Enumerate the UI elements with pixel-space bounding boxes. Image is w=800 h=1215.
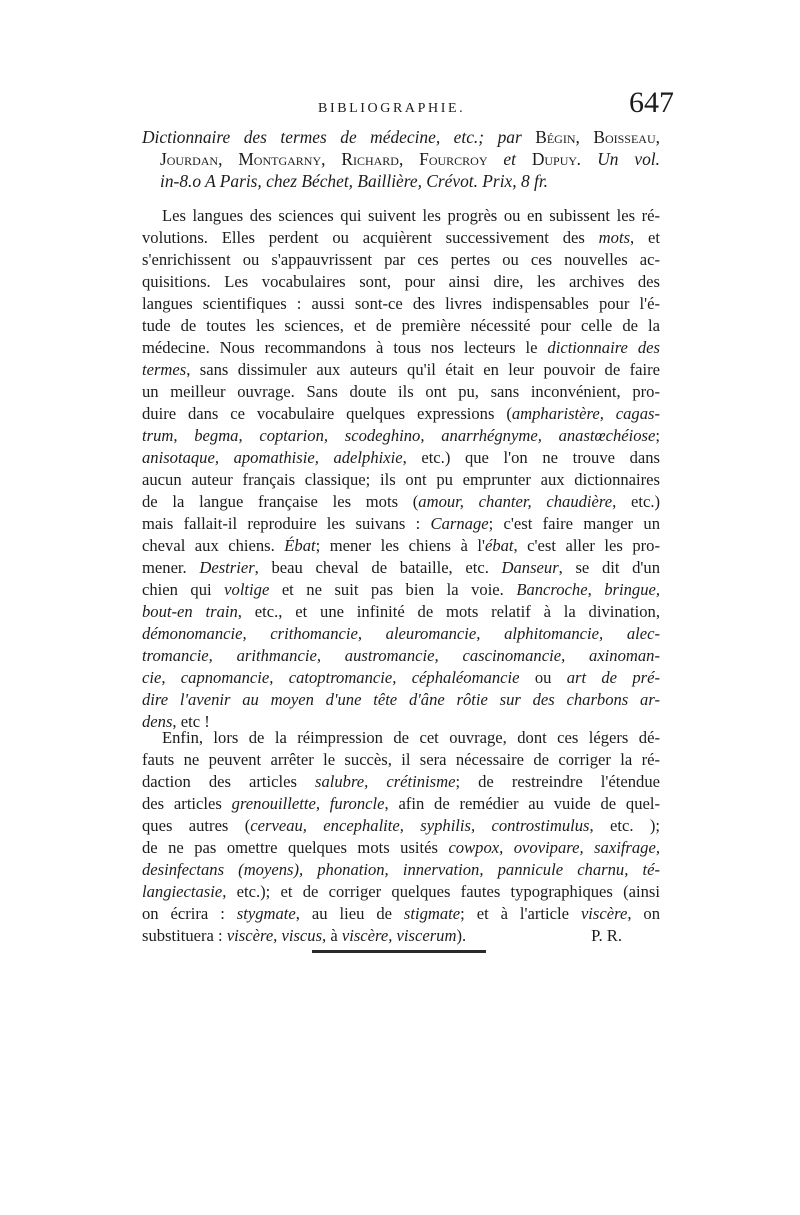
- text-run: , etc., et une infinité de mots relatif à la divination,: [237, 602, 661, 621]
- text-run: ;: [655, 426, 660, 445]
- italic-term: cie, capnomancie, catoptromancie, céphaléomancie: [142, 668, 520, 687]
- text-line: [142, 557, 660, 579]
- text-line: [142, 771, 660, 793]
- text-line: [142, 469, 660, 491]
- text-run: chien qui: [142, 580, 225, 599]
- paragraph-2: [142, 727, 660, 947]
- text-run: aucun auteur français classique; ils ont pu emprunter aux dictionnaires: [142, 470, 660, 489]
- text-run: mener.: [142, 558, 200, 577]
- italic-term: Destrier: [199, 558, 255, 577]
- page-number: 647: [629, 86, 674, 119]
- italic-term: bout-en train: [142, 602, 238, 621]
- italic-term: cerveau, encephalite, syphilis, controstimulus: [250, 816, 590, 835]
- text-run: , etc. );: [589, 816, 660, 835]
- closing-rule: [312, 950, 486, 953]
- text-line: [142, 271, 660, 293]
- italic-term: termes: [142, 360, 187, 379]
- text-line: [142, 667, 660, 689]
- italic-term: art de pré-: [566, 668, 660, 687]
- italic-term: ébat: [484, 536, 514, 555]
- running-header: BIBLIOGRAPHIE.: [318, 101, 466, 116]
- text-line: [142, 315, 660, 337]
- text-run: duire dans ce vocabulaire quelques expressions (: [142, 404, 512, 423]
- text-line: [142, 403, 660, 425]
- italic-term: viscère, viscerum: [341, 926, 457, 945]
- italic-term: langiectasie: [142, 882, 223, 901]
- text-line: [142, 601, 660, 623]
- italic-term: dictionnaire des: [547, 338, 660, 357]
- italic-term: Danseur: [501, 558, 559, 577]
- text-line: [142, 925, 660, 947]
- text-line: [142, 381, 660, 403]
- text-run: , c'est aller les pro-: [513, 536, 660, 555]
- citation-line: Jourdan, Montgarny, Richard, Fourcroy et Dupuy. Un vol.: [160, 149, 660, 169]
- italic-term: ampharistère, cagas-: [511, 404, 661, 423]
- bibliographic-citation: [142, 126, 660, 192]
- text-run: ou: [519, 668, 567, 687]
- text-line: [142, 645, 660, 667]
- italic-term: mots: [598, 228, 631, 247]
- text-run: substituera :: [142, 926, 227, 945]
- text-run: fauts ne peuvent arrêter le succès, il sera nécessaire de corriger la ré-: [142, 750, 660, 769]
- text-run: ).: [456, 926, 467, 945]
- text-run: un meilleur ouvrage. Sans doute ils ont pu, sans inconvénient, pro-: [142, 382, 660, 401]
- text-line: [142, 205, 660, 227]
- text-run: langues scientifiques : aussi sont-ce des livres indispensables pour l'é-: [142, 294, 660, 313]
- text-run: de ne pas omettre quelques mots usités: [142, 838, 449, 857]
- italic-term: amour, chanter, chaudière: [418, 492, 613, 511]
- text-run: médecine. Nous recommandons à tous nos lecteurs le: [142, 338, 548, 357]
- text-line: [142, 881, 660, 903]
- text-line: [142, 535, 660, 557]
- citation-line: in-8.o A Paris, chez Béchet, Baillière, Crévot. Prix, 8 fr.: [160, 171, 549, 191]
- text-run: quisitions. Les vocabulaires sont, pour ainsi dire, les archives des: [142, 272, 660, 291]
- text-run: on écrira :: [142, 904, 237, 923]
- italic-term: cowpox, ovovipare, saxifrage,: [448, 838, 660, 857]
- text-line: [142, 249, 660, 271]
- italic-term: dire l'avenir au moyen d'une tête d'âne rôtie sur des charbons ar-: [142, 690, 660, 709]
- text-run: , beau cheval de bataille, etc.: [254, 558, 502, 577]
- text-run: , etc !: [172, 712, 210, 731]
- text-run: ; et à l'article: [460, 904, 581, 923]
- text-line: [142, 837, 660, 859]
- text-line: [142, 749, 660, 771]
- italic-term: dens: [142, 712, 173, 731]
- text-run: , afin de remédier au vuide de quel-: [384, 794, 661, 813]
- italic-term: salubre, crétinisme: [314, 772, 456, 791]
- text-line: [142, 293, 660, 315]
- italic-term: grenouillette, furoncle: [231, 794, 385, 813]
- italic-term: anisotaque, apomathisie, adelphixie: [142, 448, 403, 467]
- text-run: cheval aux chiens.: [142, 536, 285, 555]
- italic-term: stygmate: [236, 904, 296, 923]
- author-signature: P. R.: [591, 926, 622, 945]
- citation-line: Dictionnaire des termes de médecine, etc.; par Bégin, Boisseau,: [142, 127, 660, 147]
- text-run: , et: [630, 228, 660, 247]
- text-run: ques autres (: [142, 816, 251, 835]
- text-run: , etc.): [612, 492, 660, 511]
- italic-term: Ébat: [284, 536, 316, 555]
- italic-term: Carnage: [430, 514, 489, 533]
- italic-term: Bancroche, bringue,: [516, 580, 661, 599]
- italic-term: stigmate: [403, 904, 461, 923]
- text-run: ; c'est faire manger un: [488, 514, 660, 533]
- text-line: [142, 337, 660, 359]
- text-run: , etc.) que l'on ne trouve dans: [402, 448, 660, 467]
- text-line: [142, 793, 660, 815]
- text-run: , sans dissimuler aux auteurs qu'il était en leur pouvoir de faire: [186, 360, 660, 379]
- text-line: [142, 903, 660, 925]
- text-line: [142, 727, 660, 749]
- text-run: ; de restreindre l'étendue: [455, 772, 660, 791]
- text-line: [142, 815, 660, 837]
- text-line: [142, 447, 660, 469]
- text-line: [142, 227, 660, 249]
- italic-term: viscère, viscus: [226, 926, 323, 945]
- text-line: [142, 859, 660, 881]
- italic-term: desinfectans (moyens), phonation, innervation, pannicule charnu, té-: [142, 860, 660, 879]
- text-line: [142, 425, 660, 447]
- text-run: daction des articles: [142, 772, 315, 791]
- italic-term: tromancie, arithmancie, austromancie, cascinomancie, axinoman-: [142, 646, 660, 665]
- text-run: , se dit d'un: [558, 558, 661, 577]
- text-line: [142, 359, 660, 381]
- text-run: volutions. Elles perdent ou acquièrent successivement des: [142, 228, 599, 247]
- italic-term: trum, begma, coptarion, scodeghino, anarrhégnyme, anastœchéiose: [142, 426, 656, 445]
- text-line: [142, 689, 660, 711]
- italic-term: voltige: [224, 580, 270, 599]
- text-run: , on: [627, 904, 660, 923]
- text-line: [142, 623, 660, 645]
- paragraph-1: [142, 205, 660, 733]
- text-run: ; mener les chiens à l': [315, 536, 485, 555]
- text-line: [142, 579, 660, 601]
- text-run: , etc.); et de corriger quelques fautes typographiques (ainsi: [222, 882, 660, 901]
- text-line: [142, 491, 660, 513]
- text-line: [142, 513, 660, 535]
- text-run: s'enrichissent ou s'appauvrissent par ces pertes ou ces nouvelles ac-: [142, 250, 660, 269]
- text-run: mais fallait-il reproduire les suivans :: [142, 514, 431, 533]
- text-run: , à: [322, 926, 342, 945]
- text-run: des articles: [142, 794, 232, 813]
- italic-term: viscère: [580, 904, 628, 923]
- text-run: et ne suit pas bien la voie.: [269, 580, 517, 599]
- text-run: tude de toutes les sciences, et de première nécessité pour celle de la: [142, 316, 660, 335]
- text-run: Enfin, lors de la réimpression de cet ouvrage, dont ces légers dé-: [162, 728, 660, 747]
- text-run: de la langue française les mots (: [142, 492, 419, 511]
- text-run: Les langues des sciences qui suivent les progrès ou en subissent les ré-: [162, 206, 660, 225]
- text-run: , au lieu de: [295, 904, 404, 923]
- italic-term: démonomancie, crithomancie, aleuromancie, alphitomancie, alec-: [142, 624, 660, 643]
